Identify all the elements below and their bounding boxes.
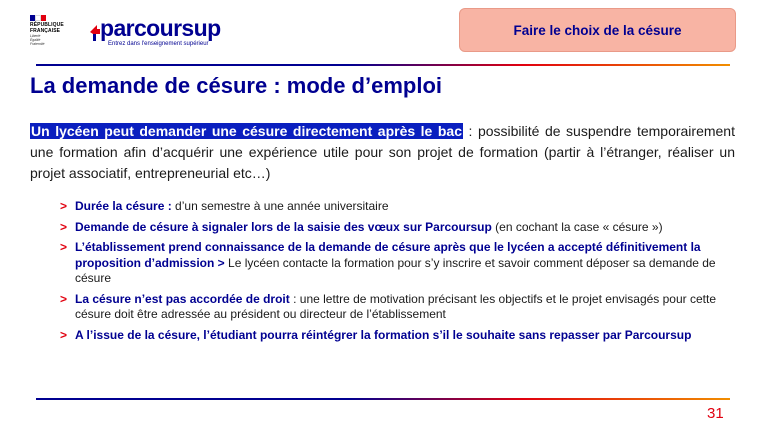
intro-highlight: Un lycéen peut demander une césure directement après le bac	[31, 123, 462, 139]
republique-label: RÉPUBLIQUE FRANÇAISE	[30, 22, 64, 34]
chevron-right-icon: >	[60, 291, 68, 306]
list-item: > La césure n’est pas accordée de droit : une lettre de motivation précisant les objectifs et le projet envisagés pour cette césure doit être adressée au président ou directeur de l’établissement	[60, 291, 716, 321]
intro-paragraph	[30, 121, 735, 184]
list-item: > Durée la césure : d’un semestre à une année universitaire	[60, 199, 389, 213]
intro-text: : possibilité de suspendre temporairement une formation afin d’acquérir une expérience utile pour son projet de formation (partir à l’étranger, réaliser un projet associatif, entrepreneurial etc…)	[30, 123, 735, 181]
chevron-right-icon: >	[60, 219, 68, 234]
page-number: 31	[707, 405, 724, 422]
chevron-right-icon: >	[60, 327, 68, 342]
parcoursup-tagline: Entrez dans l'enseignement supérieur	[108, 41, 209, 47]
list-item: > Demande de césure à signaler lors de la saisie des vœux sur Parcoursup (en cochant la case « césure »)	[60, 219, 663, 234]
footer-divider	[36, 398, 730, 400]
list-item: > A l’issue de la césure, l’étudiant pourra réintégrer la formation s’il le souhaite sans repasser par Parcoursup	[60, 327, 692, 342]
list-item: > L’établissement prend connaissance de la demande de césure après que le lycéen a accepté définitivement la proposition d’admission > Le lycéen contacte la formation pour s’y inscrire et savoir comment déposer sa demande de césure	[60, 240, 716, 285]
bullet-list	[60, 199, 740, 348]
chevron-right-icon: >	[60, 199, 68, 213]
topic-banner: Faire le choix de la césure	[459, 8, 736, 52]
header-divider	[36, 64, 730, 66]
chevron-right-icon: >	[60, 240, 68, 254]
parcoursup-wordmark: parcoursup	[100, 15, 221, 41]
republique-francaise-logo	[30, 15, 70, 51]
page-title: La demande de césure : mode d’emploi	[30, 73, 442, 98]
republique-motto: Liberté Égalité Fraternité	[30, 34, 45, 46]
parcoursup-logo	[88, 15, 248, 51]
french-flag-icon	[30, 15, 46, 21]
